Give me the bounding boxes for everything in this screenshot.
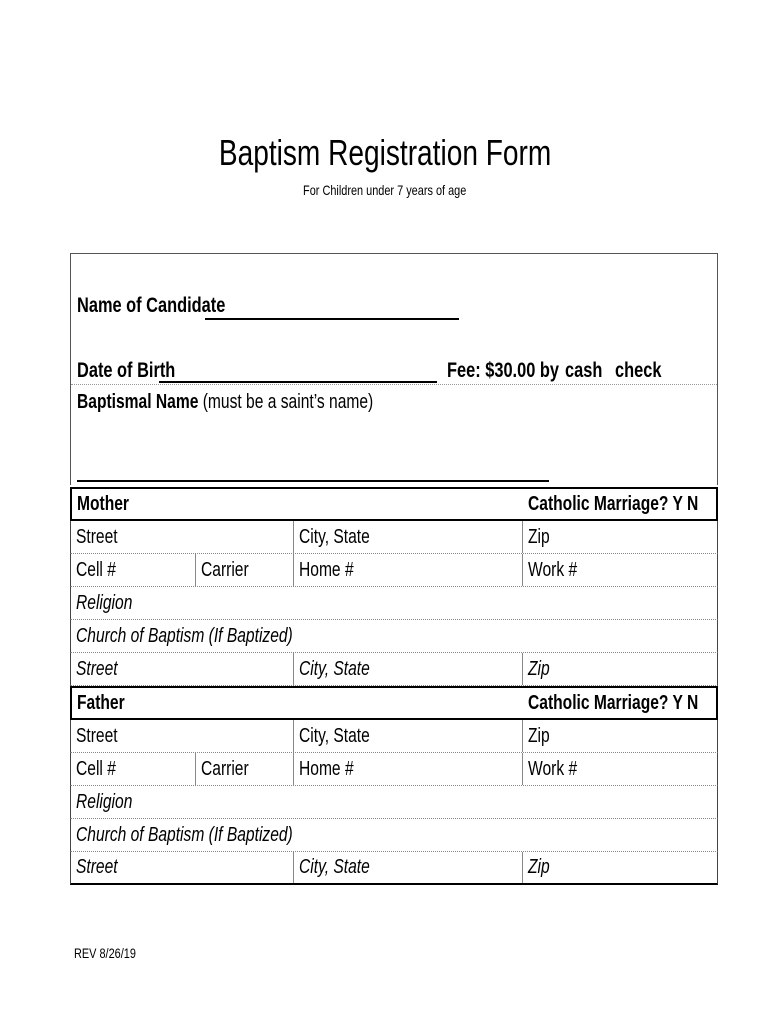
page-title: Baptism Registration Form: [218, 132, 552, 173]
candidate-section: [70, 253, 718, 485]
mother-carrier-field[interactable]: Carrier: [195, 554, 293, 586]
father-work-field[interactable]: Work #: [522, 753, 718, 785]
mother-catholic-marriage[interactable]: Catholic Marriage? Y N: [528, 492, 699, 515]
date-of-birth-field[interactable]: [159, 381, 437, 383]
father-phone-row: [70, 753, 718, 786]
father-church-zip-field[interactable]: Zip: [522, 852, 718, 883]
cash-option[interactable]: cash: [565, 359, 603, 382]
father-church-address-row: [70, 852, 718, 885]
father-home-field[interactable]: Home #: [293, 753, 522, 785]
father-city-state-field[interactable]: City, State: [293, 720, 522, 752]
mother-phone-row: [70, 554, 718, 587]
mother-zip-field[interactable]: Zip: [522, 521, 718, 553]
divider: [71, 384, 717, 385]
revision-label: REV 8/26/19: [74, 945, 136, 961]
mother-street-field[interactable]: Street: [76, 525, 118, 548]
page-subtitle: For Children under 7 years of age: [303, 182, 467, 198]
candidate-name-field[interactable]: [205, 318, 459, 320]
mother-church-street-field[interactable]: Street: [76, 657, 118, 680]
father-catholic-marriage[interactable]: Catholic Marriage? Y N: [528, 691, 699, 714]
mother-church-address-row: [70, 653, 718, 686]
father-address-row: [70, 720, 718, 753]
mother-religion-row: [70, 587, 718, 620]
father-header-row: [70, 686, 718, 720]
candidate-name-label: Name of Candidate: [77, 294, 226, 317]
date-of-birth-label: Date of Birth: [77, 359, 176, 382]
father-religion-row: [70, 786, 718, 819]
mother-cell-field[interactable]: Cell #: [76, 558, 116, 581]
father-church-field[interactable]: Church of Baptism (If Baptized): [76, 823, 293, 846]
father-street-field[interactable]: Street: [76, 724, 118, 747]
father-church-row: [70, 819, 718, 852]
father-cell-field[interactable]: Cell #: [76, 757, 116, 780]
mother-church-zip-field[interactable]: Zip: [522, 653, 718, 685]
mother-church-row: [70, 620, 718, 653]
father-label: Father: [77, 691, 125, 714]
father-religion-field[interactable]: Religion: [76, 790, 133, 813]
mother-address-row: [70, 521, 718, 554]
mother-city-state-field[interactable]: City, State: [293, 521, 522, 553]
mother-header-row: [70, 487, 718, 521]
father-church-street-field[interactable]: Street: [76, 856, 118, 878]
parents-table: [70, 487, 718, 885]
baptismal-name-label: Baptismal Name (must be a saint’s name): [77, 391, 374, 413]
mother-home-field[interactable]: Home #: [293, 554, 522, 586]
father-church-city-field[interactable]: City, State: [293, 852, 522, 883]
mother-label: Mother: [77, 492, 130, 515]
mother-church-field[interactable]: Church of Baptism (If Baptized): [76, 624, 293, 647]
mother-church-city-field[interactable]: City, State: [293, 653, 522, 685]
fee-label: Fee: $30.00 by: [447, 359, 560, 382]
father-carrier-field[interactable]: Carrier: [195, 753, 293, 785]
father-zip-field[interactable]: Zip: [522, 720, 718, 752]
mother-work-field[interactable]: Work #: [522, 554, 718, 586]
mother-religion-field[interactable]: Religion: [76, 591, 133, 614]
check-option[interactable]: check: [615, 359, 662, 382]
baptismal-name-field[interactable]: [77, 480, 549, 482]
